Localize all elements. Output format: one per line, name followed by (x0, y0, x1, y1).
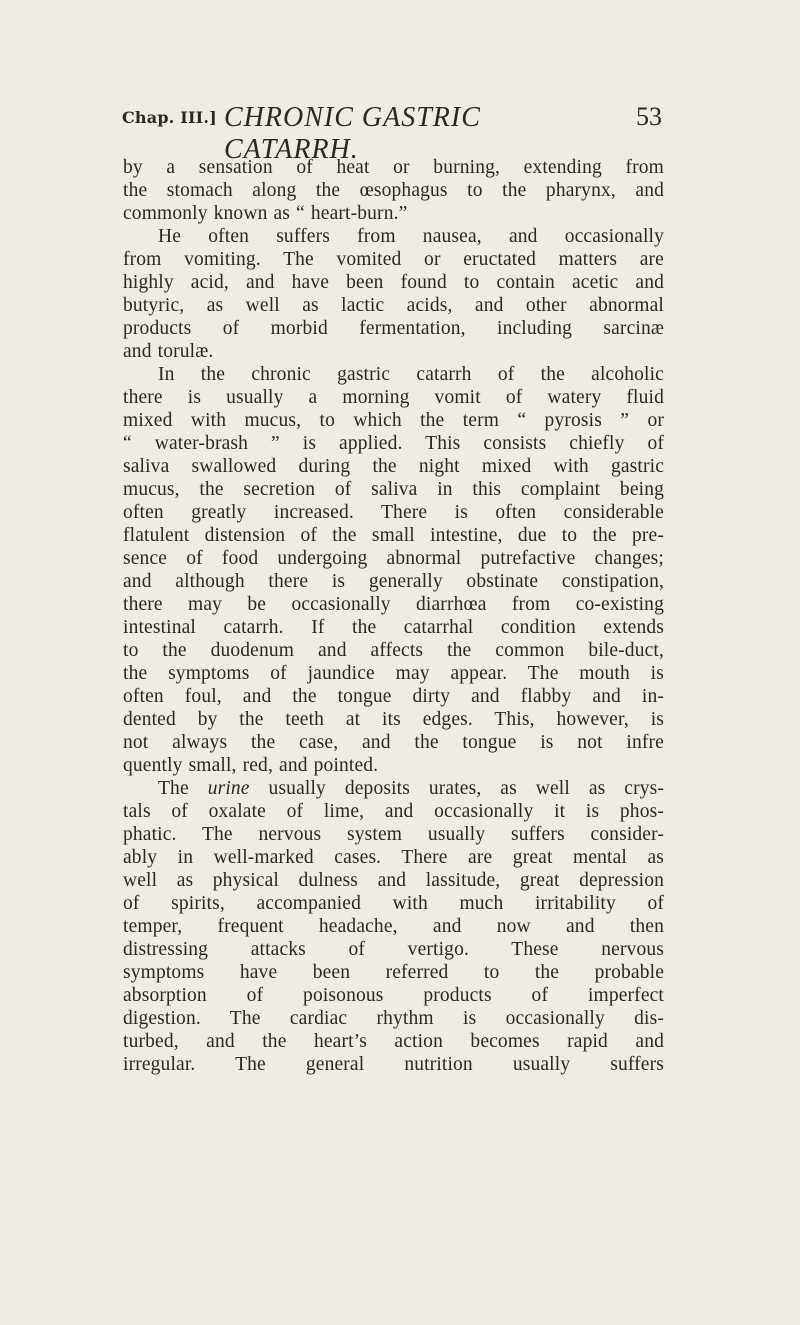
body-text (123, 156, 664, 1076)
text-line: butyric, as well as lactic acids, and other abnormal (123, 295, 664, 316)
text-line: irregular. The general nutrition usually suffers (123, 1054, 664, 1075)
running-head (122, 102, 662, 165)
text-line (123, 777, 664, 800)
text-line: well as physical dulness and lassitude, great depression (123, 870, 664, 891)
text-line: dented by the teeth at its edges. This, however, is (123, 709, 664, 730)
text-line: often foul, and the tongue dirty and flabby and in- (123, 686, 664, 707)
text-line-rest: usually deposits urates, as well as crys- (268, 778, 665, 799)
text-line: and torulæ. (123, 341, 214, 362)
text-line: products of morbid fermentation, including sarcinæ (123, 318, 664, 339)
text-line: “ water-brash ” is applied. This consists chiefly of (123, 433, 664, 454)
chapter-label: Chap. III.] (122, 108, 217, 127)
text-line: by a sensation of heat or burning, extending from (123, 157, 664, 178)
text-line: flatulent distension of the small intestine, due to the pre- (123, 525, 664, 546)
text-line: phatic. The nervous system usually suffers consider- (123, 824, 664, 845)
text-line: digestion. The cardiac rhythm is occasionally dis- (123, 1008, 664, 1029)
text-line: saliva swallowed during the night mixed with gastric (123, 456, 664, 477)
text-line: absorption of poisonous products of imperfect (123, 985, 664, 1006)
text-line: He often suffers from nausea, and occasionally (158, 226, 664, 247)
page-number: 53 (636, 102, 662, 131)
text-line: mucus, the secretion of saliva in this complaint being (123, 479, 664, 500)
text-line: tals of oxalate of lime, and occasionally it is phos- (123, 801, 664, 822)
text-line: not always the case, and the tongue is not infre (123, 732, 664, 753)
text-line: there is usually a morning vomit of watery fluid (123, 387, 664, 408)
text-line: distressing attacks of vertigo. These nervous (123, 939, 664, 960)
text-line: ably in well-marked cases. There are great mental as (123, 847, 664, 868)
text-line: the stomach along the œsophagus to the pharynx, and (123, 180, 664, 201)
text-line: the symptoms of jaundice may appear. The mouth is (123, 663, 664, 684)
text-line: of spirits, accompanied with much irritability of (123, 893, 664, 914)
text-line: quently small, red, and pointed. (123, 755, 379, 776)
text-line: and although there is generally obstinate constipation, (123, 571, 664, 592)
chapter-title: CHRONIC GASTRIC CATARRH. (224, 102, 481, 165)
text-line: highly acid, and have been found to contain acetic and (123, 272, 664, 293)
text-line: mixed with mucus, to which the term “ pyrosis ” or (123, 410, 664, 431)
text-line: commonly known as “ heart-burn.” (123, 203, 408, 224)
text-line: intestinal catarrh. If the catarrhal condition extends (123, 617, 664, 638)
text-line: sence of food undergoing abnormal putrefactive changes; (123, 548, 664, 569)
text-line: symptoms have been referred to the probable (123, 962, 664, 983)
text-line: temper, frequent headache, and now and then (123, 916, 664, 937)
text-line: to the duodenum and affects the common bile-duct, (123, 640, 664, 661)
text-line: turbed, and the heart’s action becomes rapid and (123, 1031, 664, 1052)
text-line: from vomiting. The vomited or eructated matters are (123, 249, 664, 270)
text-line-start: The (158, 778, 189, 799)
italic-term: urine (207, 778, 250, 799)
text-line: there may be occasionally diarrhœa from co-existing (123, 594, 664, 615)
text-line: often greatly increased. There is often considerable (123, 502, 664, 523)
text-line: In the chronic gastric catarrh of the alcoholic (158, 364, 664, 385)
